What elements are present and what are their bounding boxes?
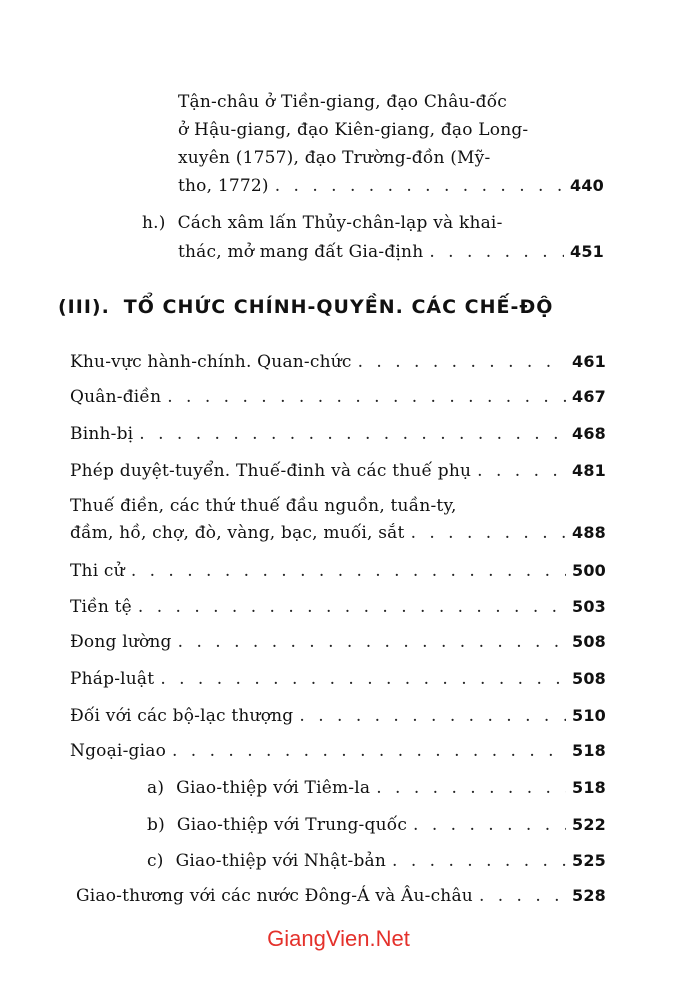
toc-entry-text: Tiền tệ (70, 597, 132, 617)
continuation-line-2: ở Hậu-giang, đạo Kiên-giang, đạo Long- (178, 120, 529, 140)
page-number: 518 (572, 741, 606, 760)
toc-entry[interactable] (70, 632, 606, 652)
dot-leader (358, 352, 566, 372)
toc-entry-text: Thi cử (70, 561, 125, 581)
dot-leader (275, 176, 564, 196)
sub-entry-title: Giao-thiệp với Trung-quốc (176, 815, 408, 835)
section-heading (58, 296, 553, 318)
dot-leader (178, 632, 566, 652)
page-number: 461 (572, 352, 606, 371)
dot-leader (376, 778, 566, 798)
toc-entry[interactable] (70, 461, 606, 481)
toc-entry-text: Pháp-luật (70, 669, 155, 689)
toc-sub-entry-text (147, 851, 386, 871)
continuation-entry[interactable] (178, 176, 604, 196)
section-number: (III). (58, 296, 110, 318)
toc-entry-text: Đong lường (70, 632, 172, 652)
item-h-first-line (142, 213, 503, 233)
toc-entry-text: đầm, hồ, chợ, đò, vàng, bạc, muối, sắt (70, 523, 405, 543)
toc-entry-text: Đối với các bộ-lạc thượng (70, 706, 294, 726)
page-number: 488 (572, 523, 606, 542)
toc-sub-entry[interactable] (147, 851, 606, 871)
toc-entry[interactable] (70, 741, 606, 761)
dot-leader (139, 424, 566, 444)
watermark-text: GiangVien.Net (267, 926, 410, 951)
page-number: 508 (572, 669, 606, 688)
dot-leader (411, 523, 566, 543)
dot-leader (160, 669, 566, 689)
item-h-entry[interactable] (178, 242, 604, 262)
page-number: 440 (570, 176, 604, 195)
page-number: 500 (572, 561, 606, 580)
sub-entry-title: Giao-thiệp với Tiêm-la (176, 778, 371, 798)
toc-entry[interactable] (70, 669, 606, 689)
toc-entry-text: Quân-điền (70, 387, 162, 407)
page-number: 468 (572, 424, 606, 443)
dot-leader (392, 851, 566, 871)
dot-leader (172, 741, 566, 761)
toc-sub-entry-text (147, 778, 370, 798)
dot-leader (138, 597, 566, 617)
toc-entry[interactable] (70, 523, 606, 543)
toc-entry[interactable] (70, 424, 606, 444)
toc-entry-text: Thuế điền, các thứ thuế đầu nguồn, tuần-ty, (70, 496, 457, 516)
page-number: 467 (572, 387, 606, 406)
page-number: 528 (572, 886, 606, 905)
dot-leader (429, 242, 564, 262)
page-number: 518 (572, 778, 606, 797)
dot-leader (413, 815, 566, 835)
toc-sub-entry-text (147, 815, 407, 835)
page-number: 503 (572, 597, 606, 616)
toc-entry-text: Khu-vực hành-chính. Quan-chức (70, 352, 352, 372)
toc-entry-text: Phép duyệt-tuyển. Thuế-đinh và các thuế phụ (70, 461, 472, 481)
page-number: 451 (570, 242, 604, 261)
dot-leader (131, 561, 566, 581)
sub-entry-label: a) (147, 778, 165, 798)
continuation-line-1: Tận-châu ở Tiền-giang, đạo Châu-đốc (178, 92, 508, 112)
item-h-label: h.) (142, 213, 166, 233)
sub-entry-label: b) (147, 815, 165, 835)
section-title: TỔ CHỨC CHÍNH-QUYỀN. CÁC CHẾ-ĐỘ (123, 296, 554, 318)
toc-entry-text: Ngoại-giao (70, 741, 166, 761)
toc-entry[interactable] (70, 387, 606, 407)
toc-sub-entry[interactable] (147, 815, 606, 835)
dot-leader (167, 387, 566, 407)
toc-entry[interactable] (76, 886, 606, 906)
continuation-line-3: xuyên (1757), đạo Trường-đồn (Mỹ- (178, 148, 491, 168)
toc-entry[interactable] (70, 561, 606, 581)
continuation-last-line: tho, 1772) (178, 176, 269, 196)
page-number: 510 (572, 706, 606, 725)
dot-leader (479, 886, 566, 906)
toc-entry-text: Binh-bị (70, 424, 134, 444)
item-h-line-1: Cách xâm lấn Thủy-chân-lạp và khai- (177, 213, 503, 233)
sub-entry-label: c) (147, 851, 164, 871)
dot-leader (299, 706, 566, 726)
page-number: 481 (572, 461, 606, 480)
page-number: 525 (572, 851, 606, 870)
page-number: 522 (572, 815, 606, 834)
dot-leader (477, 461, 566, 481)
sub-entry-title: Giao-thiệp với Nhật-bản (175, 851, 387, 871)
toc-sub-entry[interactable] (147, 778, 606, 798)
toc-entry[interactable] (70, 352, 606, 372)
toc-entry[interactable] (70, 706, 606, 726)
toc-entry-text: Giao-thương với các nước Đông-Á và Âu-châu (76, 886, 473, 906)
toc-entry[interactable] (70, 597, 606, 617)
item-h-line-2: thác, mở mang đất Gia-định (178, 242, 424, 262)
page-number: 508 (572, 632, 606, 651)
